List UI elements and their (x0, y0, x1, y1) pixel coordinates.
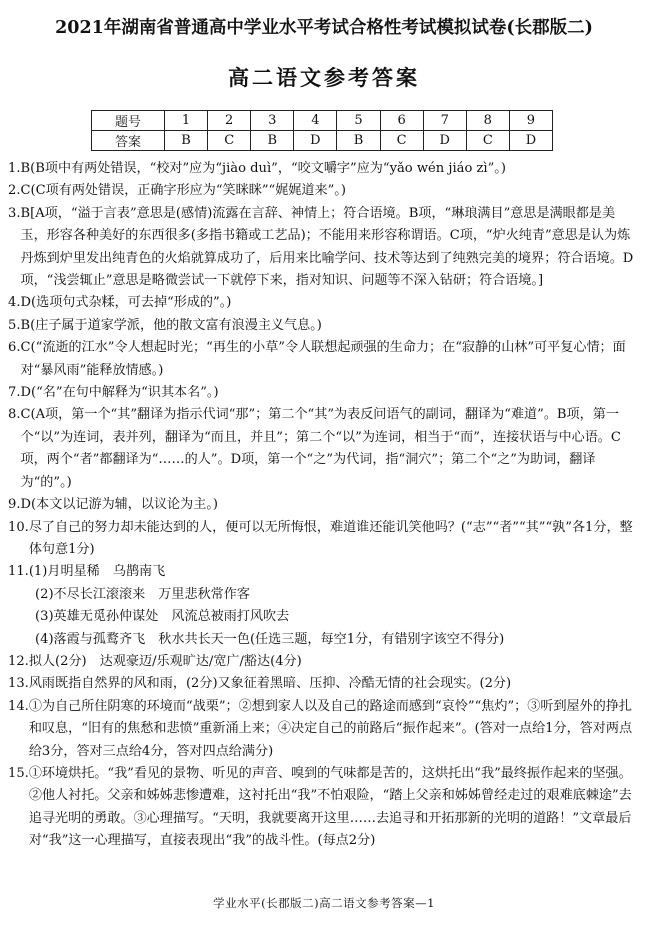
answer-table (91, 110, 553, 151)
item-text: 拟人(2分) 达观豪迈/乐观旷达/宽广/豁达(4分) (28, 653, 302, 669)
item-text: B(庄子属于道家学派，他的散文富有浪漫主义气息。) (20, 317, 322, 333)
answer-item (8, 180, 640, 202)
question-number-cell: 1 (165, 111, 208, 131)
answer-item (8, 696, 640, 763)
answer-item (8, 561, 640, 583)
answer-item (8, 337, 640, 382)
question-number-cell: 2 (208, 111, 251, 131)
question-number-cell: 9 (509, 111, 552, 131)
answer-item (8, 517, 640, 562)
item-text: (3)英雄无觅孙仲谋处 风流总被雨打风吹去 (35, 609, 290, 625)
answer-table-answer-label: 答案 (92, 131, 165, 151)
item-text: (2)不尽长江滚滚来 万里悲秋常作客 (35, 586, 250, 602)
answer-sub-item (8, 606, 640, 628)
answer-item (8, 315, 640, 337)
answer-table-answer-row (92, 131, 553, 151)
item-text: D(选项句式杂糅，可去掉“形成的”。) (20, 295, 232, 311)
document-title: 2021年湖南省普通高中学业水平考试合格性考试模拟试卷(长郡版二) (55, 18, 593, 38)
item-number: 9. (8, 497, 21, 513)
item-number: 11. (8, 564, 29, 580)
item-number: 1. (8, 161, 21, 176)
answer-cell: B (165, 131, 208, 151)
answer-item (8, 158, 640, 180)
item-number: 13. (8, 676, 29, 692)
question-number-cell: 5 (337, 111, 380, 131)
answer-item (8, 673, 640, 695)
answer-cell: D (294, 131, 337, 151)
answer-table-number-row (92, 111, 553, 131)
item-number: 3. (8, 205, 21, 221)
item-number: 5. (8, 317, 21, 333)
answer-sub-item (8, 584, 640, 606)
item-text: D(“名”在句中解释为“识其本名”。) (20, 385, 219, 401)
answer-cell: D (509, 131, 552, 151)
answer-cell: C (380, 131, 423, 151)
item-text: (4)落霞与孤鹜齐飞 秋水共长天一色(任选三题，每空1分，有错别字该空不得分) (35, 631, 505, 647)
item-text: 尽了自己的努力却未能达到的人，便可以无所悔恨，难道谁还能讥笑他吗？(“志”“者”“其”“孰”各1分，整体句意1分) (28, 519, 633, 557)
answer-item (8, 763, 640, 853)
item-text: C(C项有两处错误，正确字形应为“笑眯眯”“娓娓道来”。) (20, 183, 346, 199)
item-number: 2. (8, 183, 21, 199)
item-text: C(A项，第一个“其”翻译为指示代词“那”；第二个“其”为表反问语气的副词，翻译为“难道”。B项，第一个“以”为连词，表并列，翻译为“而且，并且”；第二个“以”为连词，相当于“而”，连接状语与中心语。C项，两个“者”都翻译为“……的人”。D项，第一个“之”为代词，指“洞穴”；第二个“之”为助词，翻译为“的”。) (20, 407, 621, 490)
answer-item (8, 651, 640, 673)
answer-cell: B (251, 131, 294, 151)
answer-item (8, 404, 640, 494)
item-number: 10. (8, 519, 29, 535)
item-number: 4. (8, 295, 21, 311)
page-footer: 学业水平(长郡版二)高二语文参考答案—1 (213, 896, 435, 910)
item-text: (1)月明星稀 乌鹊南飞 (28, 564, 166, 580)
item-number: 6. (8, 340, 21, 356)
item-text: ①环境烘托。“我”看见的景物、听见的声音、嗅到的气味都是苦的，这烘托出“我”最终振作起来的坚强。②他人衬托。父亲和姊姊悲惨遭难，这衬托出“我”不怕艰险，“踏上父亲和姊姊曾经走过的艰难底棘途”去追寻光明的勇敢。③心理描写。“天明，我就要离开这里……去追寻和开拓那新的光明的道路！”文章最后对“我”这一心理描写，直接表现出“我”的战斗性。(每点2分) (28, 765, 632, 849)
item-text: D(本文以记游为辅，以议论为主。) (20, 497, 218, 513)
answer-cell: C (208, 131, 251, 151)
answer-explanations (8, 158, 640, 853)
item-number: 7. (8, 385, 21, 401)
question-number-cell: 7 (423, 111, 466, 131)
answer-item (8, 494, 640, 516)
item-number: 14. (8, 698, 29, 714)
item-text: ①为自己所住阴寒的环境而“战栗”；②想到家人以及自己的路途而感到“哀怜”“焦灼”；③听到屋外的挣扎和叹息，“旧有的焦愁和悲愤”重新涌上来；④决定自己的前路后“振作起来”。(答对一点给1分，答对两点给3分，答对三点给4分，答对四点给满分) (28, 698, 633, 759)
question-number-cell: 8 (466, 111, 509, 131)
document-subtitle: 高二语文参考答案 (228, 65, 420, 90)
question-number-cell: 3 (251, 111, 294, 131)
item-text: B(B项中有两处错误，“校对”应为“jiào duì”，“咬文嚼字”应为“yǎo wén jiáo zì”。) (20, 161, 506, 176)
answer-item (8, 382, 640, 404)
answer-item (8, 292, 640, 314)
item-text: 风雨既指自然界的风和雨，(2分)又象征着黑暗、压抑、冷酷无情的社会现实。(2分) (28, 676, 512, 692)
item-number: 8. (8, 407, 21, 423)
item-text: C(“流逝的江水”令人想起时光；“再生的小草”令人联想起顽强的生命力；在“寂静的山林”可平复心情；面对“暴风雨”能释放情感。) (20, 340, 626, 378)
answer-table-number-label: 题号 (92, 111, 165, 131)
answer-item (8, 203, 640, 293)
question-number-cell: 6 (380, 111, 423, 131)
answer-sub-item (8, 629, 640, 651)
answer-cell: B (337, 131, 380, 151)
item-number: 12. (8, 653, 29, 669)
question-number-cell: 4 (294, 111, 337, 131)
answer-cell: C (466, 131, 509, 151)
item-text: B[A项，“溢于言表”意思是(感情)流露在言辞、神情上；符合语境。B项，“琳琅满目”意思是满眼都是美玉，形容各种美好的东西很多(多指书籍或工艺品)；不能用来形容称谓语。C项，“炉火纯青”意思是认为炼丹炼到炉里发出纯青色的火焰就算成功了，后用来比喻学问、技术等达到了纯熟完美的境界；符合语境。D项，“浅尝辄止”意思是略微尝试一下就停下来，指对知识、问题等不深入钻研；符合语境。] (20, 205, 634, 289)
answer-cell: D (423, 131, 466, 151)
item-number: 15. (8, 765, 29, 781)
